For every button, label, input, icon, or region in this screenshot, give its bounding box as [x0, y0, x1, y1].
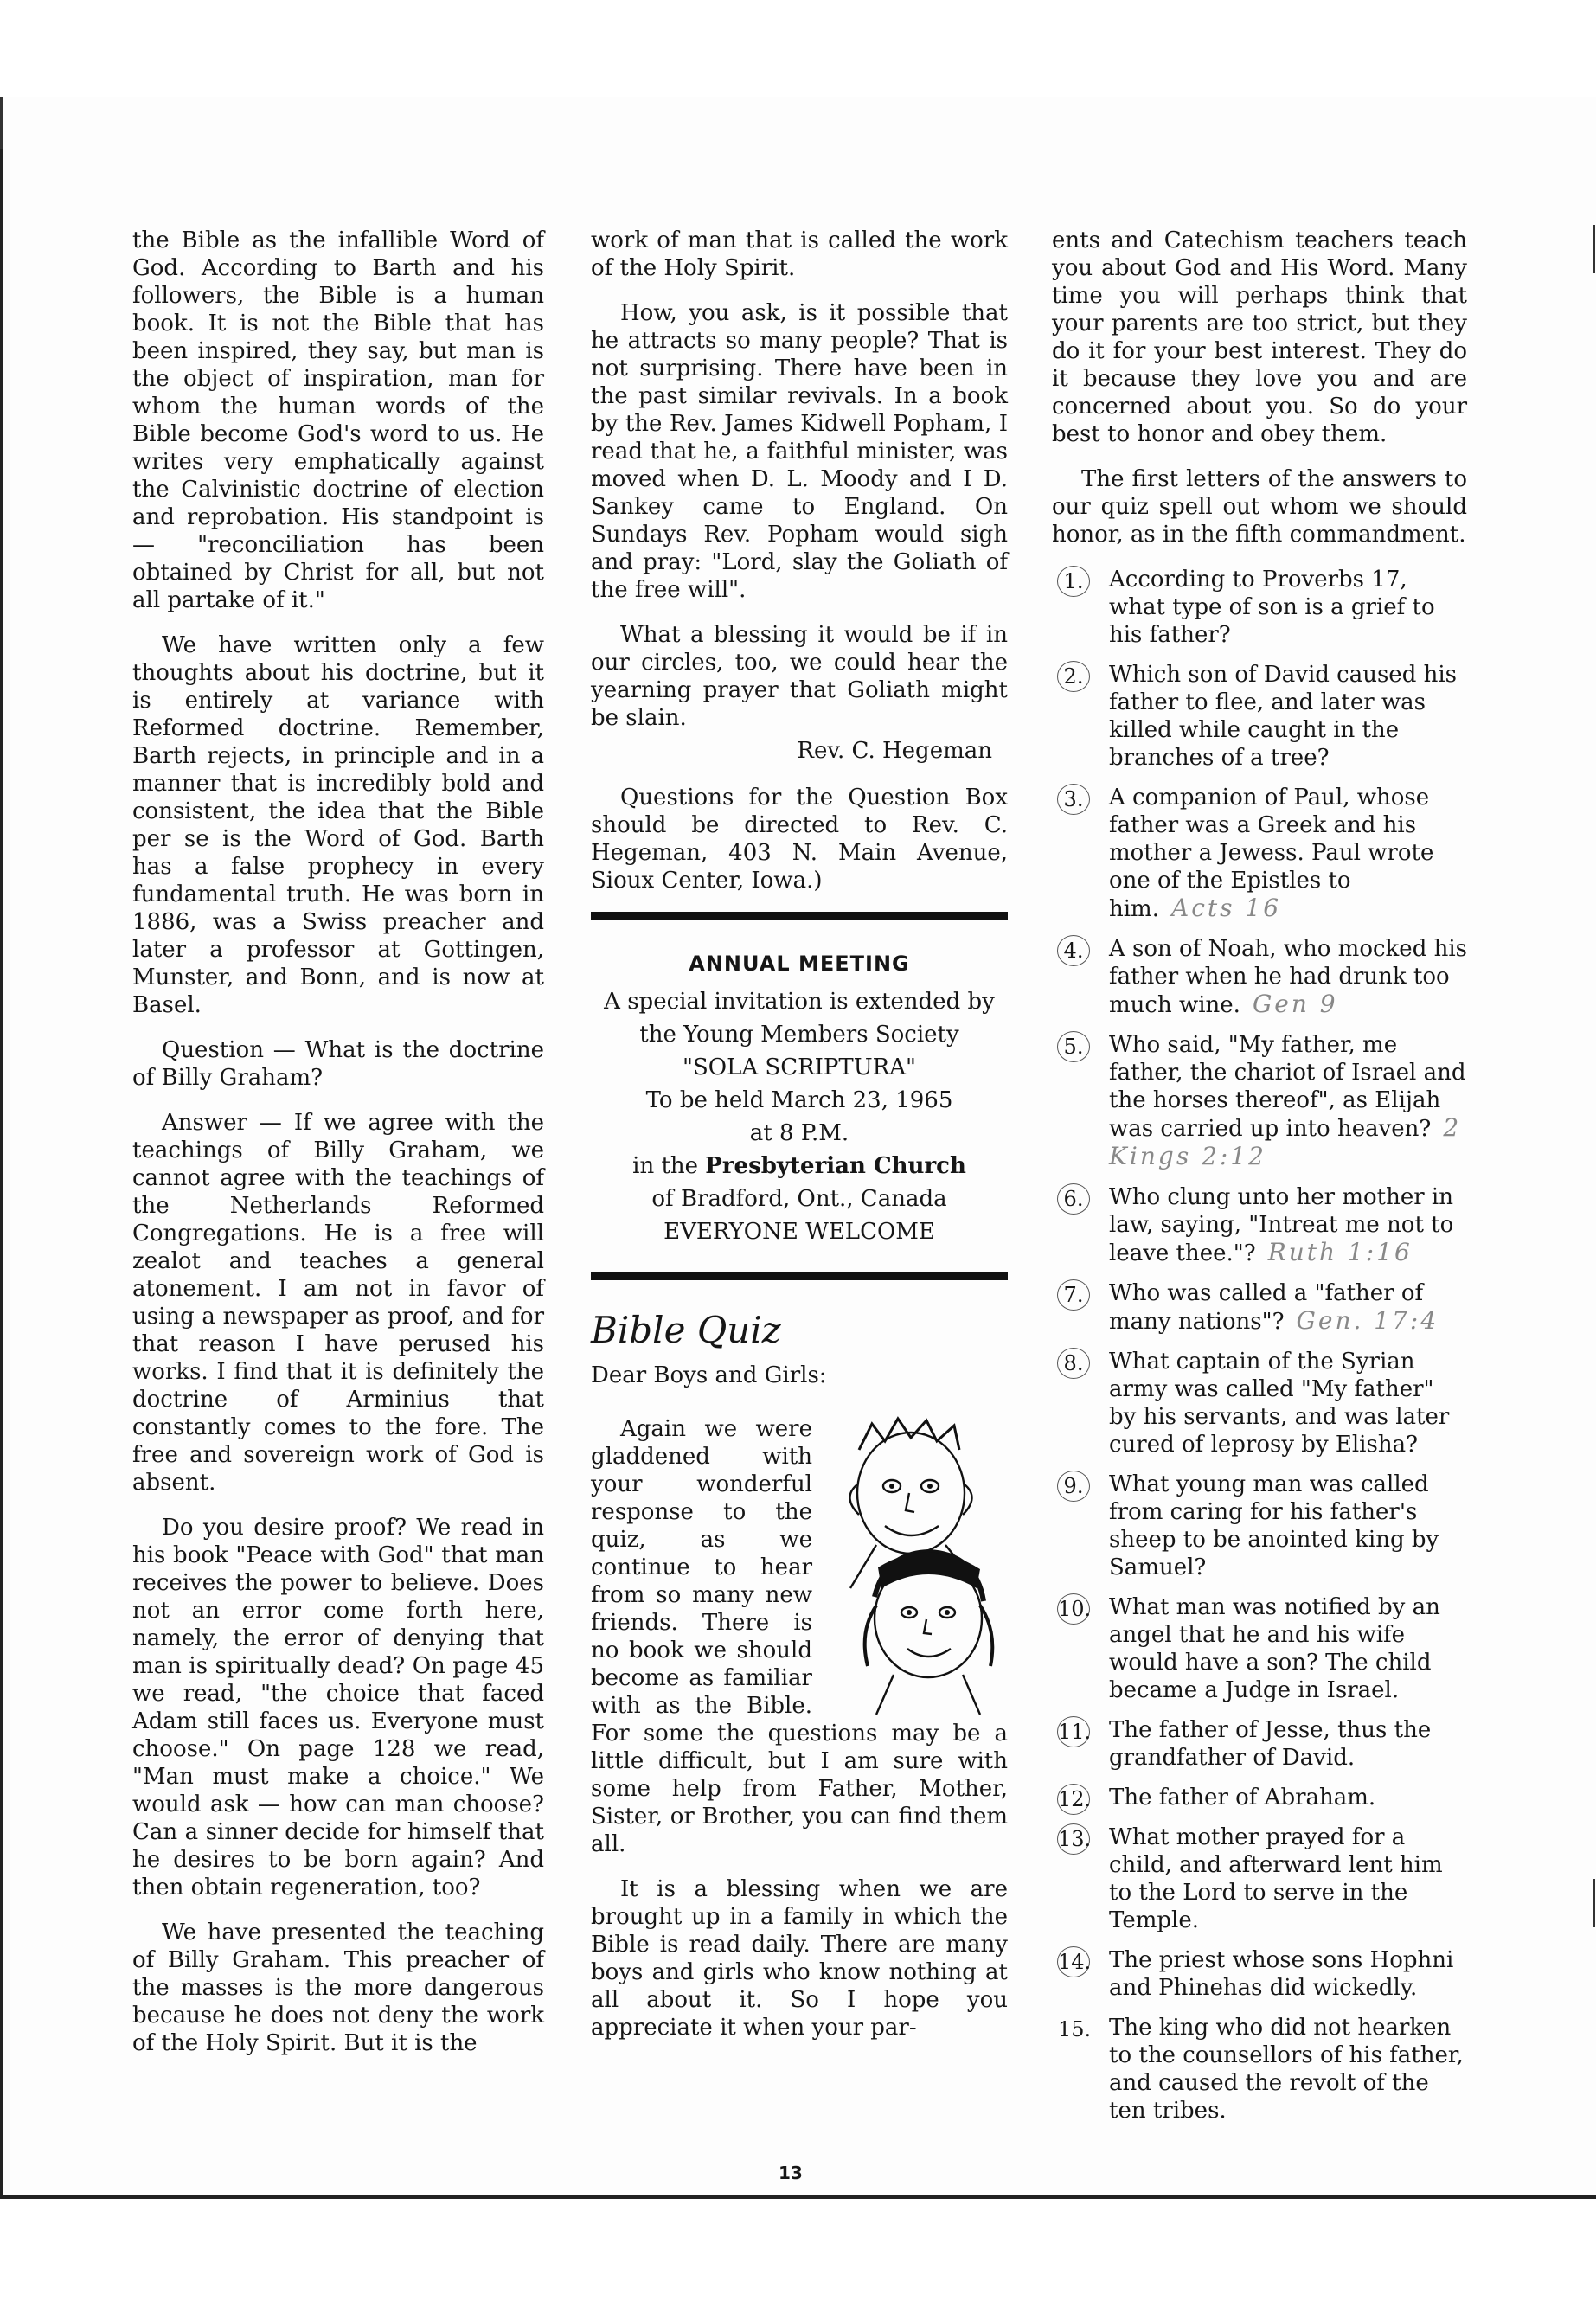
quiz-paragraph: It is a blessing when we are brought up in a family in which the Bible is read daily. There are many boys and girls who know nothing at all about it. So I hope you appreciate it when your par- [591, 1876, 1008, 2041]
question-number: 2. [1057, 661, 1090, 692]
quiz-title: Bible Quiz [591, 1309, 781, 1351]
question-text: Which son of David caused his father to flee, and later was killed while caught in the branches of a tree? [1109, 662, 1458, 771]
quiz-question [1052, 1348, 1467, 1458]
paragraph: We have presented the teaching of Billy Graham. This preacher of the masses is the more dangerous because he does not deny the work of the Holy Spirit. But it is the [132, 1920, 544, 2056]
column-middle [591, 227, 1008, 2059]
margin-mark-right-top [1593, 225, 1595, 273]
paragraph: What a blessing it would be if in our circles, too, we could hear the yearning prayer that Goliath might be slain. [591, 622, 1008, 731]
venue-prefix: in the [632, 1153, 699, 1179]
meeting-venue [591, 1150, 1008, 1183]
questions-note: Questions for the Question Box should be directed to Rev. C. Hegeman, 403 N. Main Avenue, Sioux Center, Iowa.) [591, 785, 1008, 894]
question-number: 14. [1057, 1946, 1090, 1977]
quiz-question [1052, 1823, 1467, 1934]
question-number: 10. [1057, 1593, 1090, 1625]
question-text: Who clung unto her mother in law, saying, "Intreat me not to leave thee."? [1109, 1184, 1454, 1266]
quiz-question [1052, 1183, 1467, 1267]
quiz-greeting: Dear Boys and Girls: [591, 1362, 827, 1388]
question-number: 1. [1057, 566, 1090, 597]
question-text: The priest whose sons Hophni and Phinehas did wickedly. [1109, 1947, 1454, 2001]
question-number: 8. [1057, 1348, 1090, 1379]
quiz-questions [1052, 566, 1467, 2125]
divider-top [591, 912, 1008, 920]
meeting-place: of Bradford, Ont., Canada [651, 1186, 947, 1212]
quiz-intro: Again we were gladdened with your wonderful response to the quiz, as we continue to hear from so many new friends. There is no book we should become as familiar with as the Bible. For some the questions may be a little difficult, but I am sure with some help from Father, Mother, Sister, or Brother, you can find them all. [591, 1416, 1008, 1857]
quiz-question [1052, 2014, 1467, 2125]
handwritten-note: Gen 9 [1252, 990, 1338, 1018]
question-number: 12. [1057, 1784, 1090, 1815]
quiz-question [1052, 1031, 1467, 1171]
paragraph: We have written only a few thoughts about his doctrine, but it is entirely at variance with Reformed doctrine. Remember, Barth rejects, in principle and in a manner that is incredibly bold and consistent, the idea that the Bible per se is the Word of God. Barth has a false prophecy in every fundamental truth. He was born in 1886, was a Swiss preacher and later a professor at Gottingen, Munster, and Bonn, and is now at Basel. [132, 632, 544, 1018]
quiz-question [1052, 784, 1467, 923]
question-number: 6. [1057, 1183, 1090, 1215]
annual-meeting-notice [591, 947, 1008, 1248]
children-illustration [824, 1415, 1008, 1718]
handwritten-note: 2 Kings 2:12 [1109, 1113, 1462, 1170]
page-number: 13 [779, 2163, 803, 2183]
handwritten-note: Gen. 17:4 [1296, 1306, 1439, 1335]
meeting-date: To be held March 23, 1965 [645, 1087, 953, 1113]
paragraph: work of man that is called the work of the Holy Spirit. [591, 228, 1008, 281]
venue-name: Presbyterian Church [705, 1153, 966, 1179]
answer-paragraph: Answer — If we agree with the teachings of Billy Graham, we cannot agree with the teachings of the Netherlands Reformed Congregations. He is a free will zealot and teaches a general atonement. I am not in favor of using a newspaper as proof, and for that reason I have perused his works. I find that it is definitely the doctrine of Arminius that constantly comes to the fore. The free and sovereign work of God is absent. [132, 1110, 544, 1496]
paragraph: the Bible as the infallible Word of God. According to Barth and his followers, the Bible is a human book. It is not the Bible that has been inspired, they say, but man is the object of inspiration, man for whom the human words of the Bible become God's word to us. He writes very emphatically against the Calvinistic doctrine of election and reprobation. His standpoint is — "reconciliation has been obtained by Christ for all, but not all partake of it." [132, 228, 544, 613]
question-text: According to Proverbs 17, what type of son is a grief to his father? [1109, 567, 1435, 648]
quiz-question [1052, 661, 1467, 772]
meeting-title: ANNUAL MEETING [689, 952, 910, 976]
question-text: A son of Noah, who mocked his father when he had drunk too much wine. [1109, 936, 1468, 1018]
question-text: What man was notified by an angel that he and his wife would have a son? The child became a Judge in Israel. [1109, 1594, 1440, 1703]
question-number: 11. [1057, 1716, 1090, 1747]
quiz-question [1052, 1946, 1467, 2002]
paragraph: The first letters of the answers to our quiz spell out whom we should honor, as in the fifth commandment. [1052, 466, 1467, 548]
question-text: The father of Jesse, thus the grandfather of David. [1109, 1717, 1432, 1771]
column-right [1052, 227, 1467, 2137]
handwritten-note: Ruth 1:16 [1267, 1238, 1413, 1266]
paragraph: Do you desire proof? We read in his book "Peace with God" that man receives the power to believe. Does not an error come forth here, namely, the error of denying that man is spiritually dead? On page 45 we read, "the choice that faced Adam still faces us. Everyone must choose." On page 128 we read, "Man must make a choice." We would ask — how can man choose? Can a sinner decide for himself that he desires to be born again? And then obtain regeneration, too? [132, 1515, 544, 1900]
question-number: 15. [1058, 2017, 1092, 2041]
quiz-question [1052, 1784, 1467, 1811]
quiz-question [1052, 1279, 1467, 1336]
question-number: 7. [1057, 1279, 1090, 1311]
question-text: Who said, "My father, me father, the chariot of Israel and the horses thereof", as Elijah was carried up into heaven? [1109, 1032, 1466, 1142]
question-number: 13. [1057, 1823, 1090, 1855]
meeting-society: "SOLA SCRIPTURA" [682, 1054, 916, 1080]
question-text: The father of Abraham. [1109, 1785, 1376, 1811]
question-text: What young man was called from caring for his father's sheep to be anointed king by Samuel? [1109, 1471, 1439, 1580]
question-text: What mother prayed for a child, and afterward lent him to the Lord to serve in the Temple. [1109, 1824, 1443, 1933]
quiz-question [1052, 1593, 1467, 1704]
question-text: Who was called a "father of many nations"? [1109, 1280, 1424, 1335]
quiz-question [1052, 566, 1467, 649]
divider-bottom [591, 1272, 1008, 1280]
paragraph: How, you ask, is it possible that he attracts so many people? That is not surprising. There have been in the past similar revivals. In a book by the Rev. James Kidwell Popham, I read that he, a faithful minister, was moved when D. L. Moody and I D. Sankey came to England. On Sundays Rev. Popham would sigh and pray: "Lord, slay the Goliath of the free will". [591, 300, 1008, 603]
question-text: What captain of the Syrian army was called "My father" by his servants, and was later cured of leprosy by Elisha? [1109, 1349, 1450, 1458]
question-text: A companion of Paul, whose father was a Greek and his mother a Jewess. Paul wrote one of the Epistles to him. [1109, 785, 1434, 922]
quiz-question [1052, 1716, 1467, 1772]
meeting-invitation: A special invitation is extended by the Young Members Society [604, 989, 995, 1048]
question-number: 3. [1057, 784, 1090, 815]
meeting-welcome: EVERYONE WELCOME [663, 1219, 935, 1245]
question-text: The king who did not hearken to the counsellors of his father, and caused the revolt of the ten tribes. [1109, 2015, 1464, 2124]
paragraph: ents and Catechism teachers teach you about God and His Word. Many time you will perhaps think that your parents are too strict, but they do it for your best interest. They do it because they love you and are concerned about you. So do your best to honor and obey them. [1052, 228, 1467, 447]
question-paragraph: Question — What is the doctrine of Billy Graham? [132, 1037, 544, 1091]
question-number: 5. [1057, 1031, 1090, 1062]
margin-mark-left [0, 97, 3, 149]
quiz-question [1052, 935, 1467, 1019]
column-left [132, 227, 544, 2074]
magazine-page [0, 97, 1596, 2199]
margin-mark-right-bottom [1593, 1879, 1595, 1927]
question-number: 9. [1057, 1471, 1090, 1502]
quiz-question [1052, 1471, 1467, 1581]
author-signature: Rev. C. Hegeman [797, 738, 992, 764]
handwritten-note: Acts 16 [1170, 894, 1282, 922]
meeting-time: at 8 P.M. [749, 1120, 849, 1146]
question-number: 4. [1057, 935, 1090, 966]
